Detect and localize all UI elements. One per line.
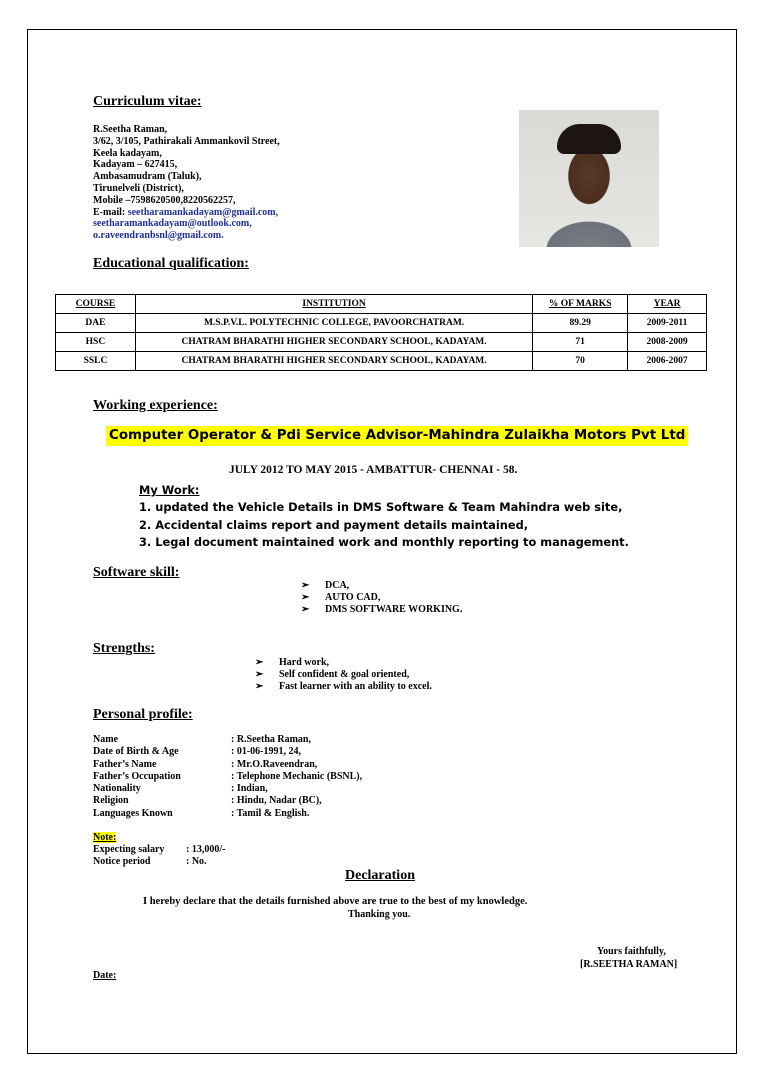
list-item: ➢ Fast learner with an ability to excel.	[255, 681, 432, 692]
email-link[interactable]: seetharamankadayam@gmail.com,	[127, 206, 279, 218]
cell-institution: M.S.P.V.L. POLYTECHNIC COLLEGE, PAVOORCHATRAM.	[135, 314, 532, 333]
col-header: YEAR	[628, 295, 707, 314]
notice-row: Notice period : No.	[93, 856, 207, 867]
email-link[interactable]: seetharamankadayam@outlook.com,	[93, 218, 252, 230]
edu-title: Educational qualification:	[93, 256, 249, 271]
profile-photo	[519, 110, 659, 247]
list-item: ➢ Hard work,	[255, 657, 329, 668]
closing-text: Yours faithfully,	[597, 946, 666, 957]
bullet-arrow-icon: ➢	[301, 592, 310, 603]
address-line: Tirunelveli (District),	[93, 182, 184, 194]
col-header: COURSE	[56, 295, 136, 314]
work-item: 3. Legal document maintained work and monthly reporting to management.	[139, 535, 629, 549]
work-item: 2. Accidental claims report and payment details maintained,	[139, 518, 529, 532]
table-row	[56, 352, 707, 371]
address-line: Keela kadayam,	[93, 147, 162, 159]
cell-course: DAE	[56, 314, 136, 333]
cell-year: 2009-2011	[628, 314, 707, 333]
profile-row: Languages Known : Tamil & English.	[93, 808, 310, 819]
education-table	[55, 294, 707, 371]
cell-marks: 70	[533, 352, 628, 371]
salary-row: Expecting salary : 13,000/-	[93, 844, 226, 855]
cell-marks: 71	[533, 333, 628, 352]
list-item: ➢ DMS SOFTWARE WORKING.	[301, 604, 463, 615]
bullet-arrow-icon: ➢	[255, 681, 264, 692]
table-header-row	[56, 295, 707, 314]
software-title: Software skill:	[93, 565, 180, 580]
list-item: ➢ AUTO CAD,	[301, 592, 381, 603]
profile-row: Father’s Name : Mr.O.Raveendran,	[93, 759, 318, 770]
bullet-arrow-icon: ➢	[301, 604, 310, 615]
strengths-title: Strengths:	[93, 641, 155, 656]
cell-institution: CHATRAM BHARATHI HIGHER SECONDARY SCHOOL, KADAYAM.	[135, 352, 532, 371]
address-line: Kadayam – 627415,	[93, 159, 178, 171]
cell-course: HSC	[56, 333, 136, 352]
address-block	[93, 124, 280, 242]
col-header: % OF MARKS	[533, 295, 628, 314]
cv-title: Curriculum vitae:	[93, 94, 202, 109]
declaration-text: I hereby declare that the details furnished above are true to the best of my knowledge.	[143, 896, 528, 907]
bullet-arrow-icon: ➢	[301, 580, 310, 591]
address-line: Ambasamudram (Taluk),	[93, 171, 202, 183]
cell-course: SSLC	[56, 352, 136, 371]
email-label: E-mail:	[93, 206, 128, 218]
list-item: ➢ Self confident & goal oriented,	[255, 669, 410, 680]
profile-row: Nationality : Indian,	[93, 783, 268, 794]
signature-name: [R.SEETHA RAMAN]	[580, 959, 678, 970]
job-title: Computer Operator & Pdi Service Advisor-Mahindra Zulaikha Motors Pvt Ltd	[106, 426, 688, 446]
bullet-arrow-icon: ➢	[255, 669, 264, 680]
cell-marks: 89.29	[533, 314, 628, 333]
date-label: Date:	[93, 970, 117, 981]
address-line: Mobile –7598620500,8220562257,	[93, 194, 236, 206]
address-line: 3/62, 3/105, Pathirakali Ammankovil Street,	[93, 135, 280, 147]
list-item: ➢ DCA,	[301, 580, 350, 591]
profile-title: Personal profile:	[93, 707, 193, 722]
bullet-arrow-icon: ➢	[255, 657, 264, 668]
email-link[interactable]: o.raveendranbsnl@gmail.com.	[93, 230, 224, 242]
cell-institution: CHATRAM BHARATHI HIGHER SECONDARY SCHOOL, KADAYAM.	[135, 333, 532, 352]
job-period: JULY 2012 TO MAY 2015 - AMBATTUR- CHENNAI - 58.	[229, 464, 518, 476]
profile-row: Religion : Hindu, Nadar (BC),	[93, 795, 322, 806]
profile-row: Name : R.Seetha Raman,	[93, 734, 311, 745]
profile-row: Date of Birth & Age : 01-06-1991, 24,	[93, 746, 301, 757]
address-line: R.Seetha Raman,	[93, 124, 168, 135]
work-item: 1. updated the Vehicle Details in DMS Software & Team Mahindra web site,	[139, 500, 623, 514]
thanking-text: Thanking you.	[348, 909, 411, 920]
profile-row: Father’s Occupation : Telephone Mechanic (BSNL),	[93, 771, 363, 782]
cell-year: 2008-2009	[628, 333, 707, 352]
cell-year: 2006-2007	[628, 352, 707, 371]
declaration-title: Declaration	[345, 868, 415, 883]
my-work-label: My Work:	[139, 483, 200, 497]
note-label: Note:	[93, 832, 117, 843]
work-title: Working experience:	[93, 398, 218, 413]
table-row	[56, 333, 707, 352]
col-header: INSTITUTION	[135, 295, 532, 314]
table-row	[56, 314, 707, 333]
